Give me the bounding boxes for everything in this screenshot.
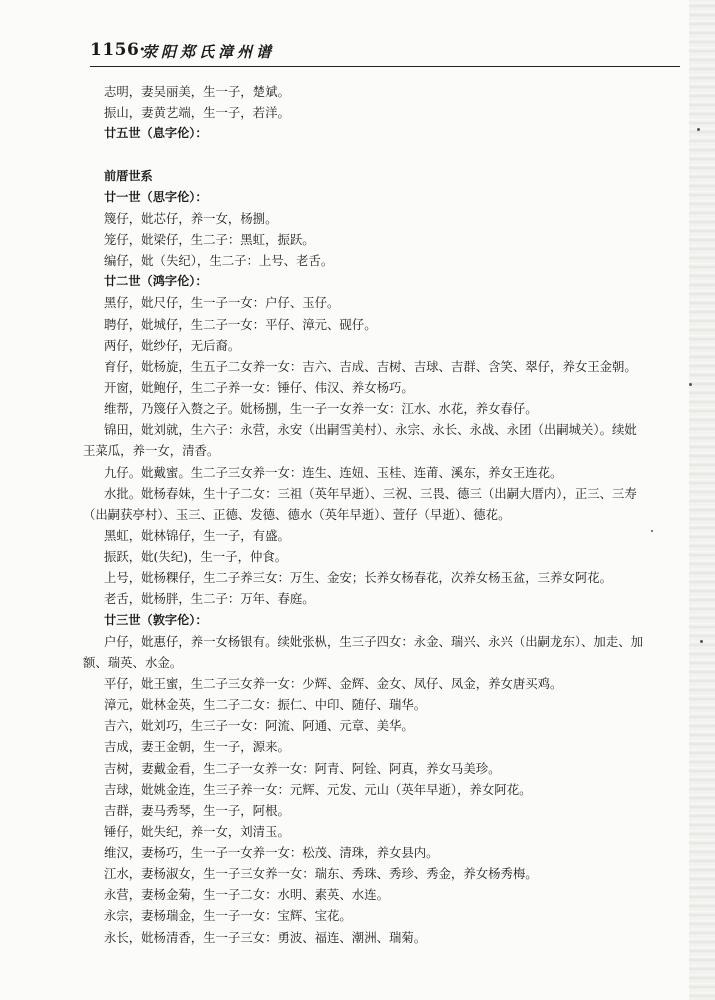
page-number: 1156·: [90, 40, 146, 60]
text-line: 锦田，妣刘就，生六子：永营，永安（出嗣雪美村）、永宗、永长、永战、永团（出嗣城关）。续妣: [104, 422, 637, 438]
text-line: 育仔，妣杨旋，生五子二女养一女：吉六、吉成、吉树、吉球、吉群、含笑、翠仔，养女王金朝。: [104, 358, 637, 374]
scan-speck: [697, 128, 700, 131]
text-line: 上号，妣杨粿仔，生二子养三女：万生、金安；长养女杨春花，次养女杨玉盆，三养女阿花。: [104, 570, 613, 586]
text-line: 永营，妻杨金菊，生一子二女：水明、素英、水连。: [104, 887, 389, 903]
text-line: 户仔，妣惠仔，养一女杨银有。续妣张枞，生三子四女：永金、瑞兴、永兴（出嗣龙东）、加走、加: [104, 633, 643, 649]
text-line: 黑仔，妣尺仔，生一子一女：户仔、玉仔。: [104, 295, 340, 311]
text-line: 黑虹，妣林锦仔，生一子，有盛。: [104, 527, 290, 543]
text-line: 额、瑞英、水金。: [83, 654, 183, 670]
text-line: 吉球，妣姚金连，生三子养一女：元辉、元发、元山（英年早逝），养女阿花。: [104, 781, 532, 797]
text-line: 永长，妣杨清香，生一子三女：勇波、福连、潮洲、瑞菊。: [104, 929, 427, 945]
text-line: 水批。妣杨春妹，生十子二女：三祖（英年早逝）、三祝、三畏、德三（出嗣大厝内），正三、三寿: [104, 485, 637, 501]
text-line: 维帮，乃篾仔入赘之子。妣杨捌，生一子一女养一女：江水、水花，养女春仔。: [104, 401, 538, 417]
text-line: 开窗，妣鲍仔，生二子养一女：锤仔、伟汉、养女杨巧。: [104, 379, 414, 395]
scan-speck: [651, 530, 653, 532]
text-line: 振跃，妣(失纪)，生一子，仲食。: [104, 549, 288, 565]
text-line: 永宗，妻杨瑞金，生一子一女：宝辉、宝花。: [104, 908, 352, 924]
text-line: 吉成，妻王金朝，生一子，源来。: [104, 739, 290, 755]
section-heading: 廿五世（息字伦）：: [104, 126, 208, 141]
text-line: 老舌，妣杨胖，生二子：万年、春庭。: [104, 591, 315, 607]
text-line: 志明，妻吴丽美，生一子，楚斌。: [104, 84, 290, 99]
text-line: 两仔，妣纱仔，无后裔。: [104, 337, 241, 353]
text-line: 维汉，妻杨巧，生一子一女养一女：松茂、清珠，养女县内。: [104, 845, 439, 861]
scan-speck: [689, 383, 692, 386]
text-line: 漳元，妣林金英，生二子二女：振仁、中印、随仔、瑞华。: [104, 697, 427, 713]
text-line: 振山，妻黄艺端，生一子，若洋。: [104, 105, 290, 121]
section-heading: 廿三世（敦字伦）：: [104, 612, 208, 627]
text-line: 九仔。妣戴蜜。生二子三女养一女：连生、连妞、玉桂、连莆、溪东，养女王连花。: [104, 464, 563, 480]
section-heading: 廿二世（鸿字伦）：: [104, 274, 208, 289]
page-header: [90, 36, 680, 67]
text-line: 吉六，妣刘巧，生三子一女：阿流、阿通、元章、美华。: [104, 718, 414, 734]
section-heading: 廿一世（思字伦）：: [104, 189, 208, 204]
text-line: （出嗣获亭村）、玉三、正德、发德、德水（英年早逝）、萱仔（早逝）、德花。: [83, 506, 511, 522]
text-line: 吉群，妻马秀琴，生一子，阿根。: [104, 802, 290, 818]
text-line: 吉树，妻戴金看，生二子一女养一女：阿青、阿铨、阿真，养女马美珍。: [104, 760, 501, 776]
text-line: 平仔，妣王蜜，生二子三女养一女：少辉、金辉、金女、凤仔、凤金，养女唐买鸡。: [104, 675, 563, 691]
text-line: 篾仔，妣芯仔，养一女，杨捌。: [104, 210, 278, 226]
text-line: 锤仔，妣失纪，养一女，刘清玉。: [104, 823, 290, 839]
genealogy-text-body: [83, 81, 695, 948]
text-line: 江水，妻杨淑女，生一子三女养一女：瑞东、秀珠、秀珍、秀金，养女杨秀梅。: [104, 866, 538, 882]
text-line: 笼仔，妣梁仔，生二子：黑虹，振跃。: [104, 231, 315, 247]
text-line: 聘仔，妣城仔，生二子一女：平仔、漳元、砚仔。: [104, 316, 377, 332]
text-line: 编仔，妣（失纪），生二子：上号、老舌。: [104, 253, 334, 269]
blank-line: [83, 144, 695, 165]
scan-speck: [700, 640, 703, 643]
book-title: 荥阳郑氏漳州谱: [142, 43, 276, 61]
section-heading: 前厝世系: [104, 168, 153, 183]
text-line: 王菜瓜，养一女，清香。: [83, 443, 220, 459]
